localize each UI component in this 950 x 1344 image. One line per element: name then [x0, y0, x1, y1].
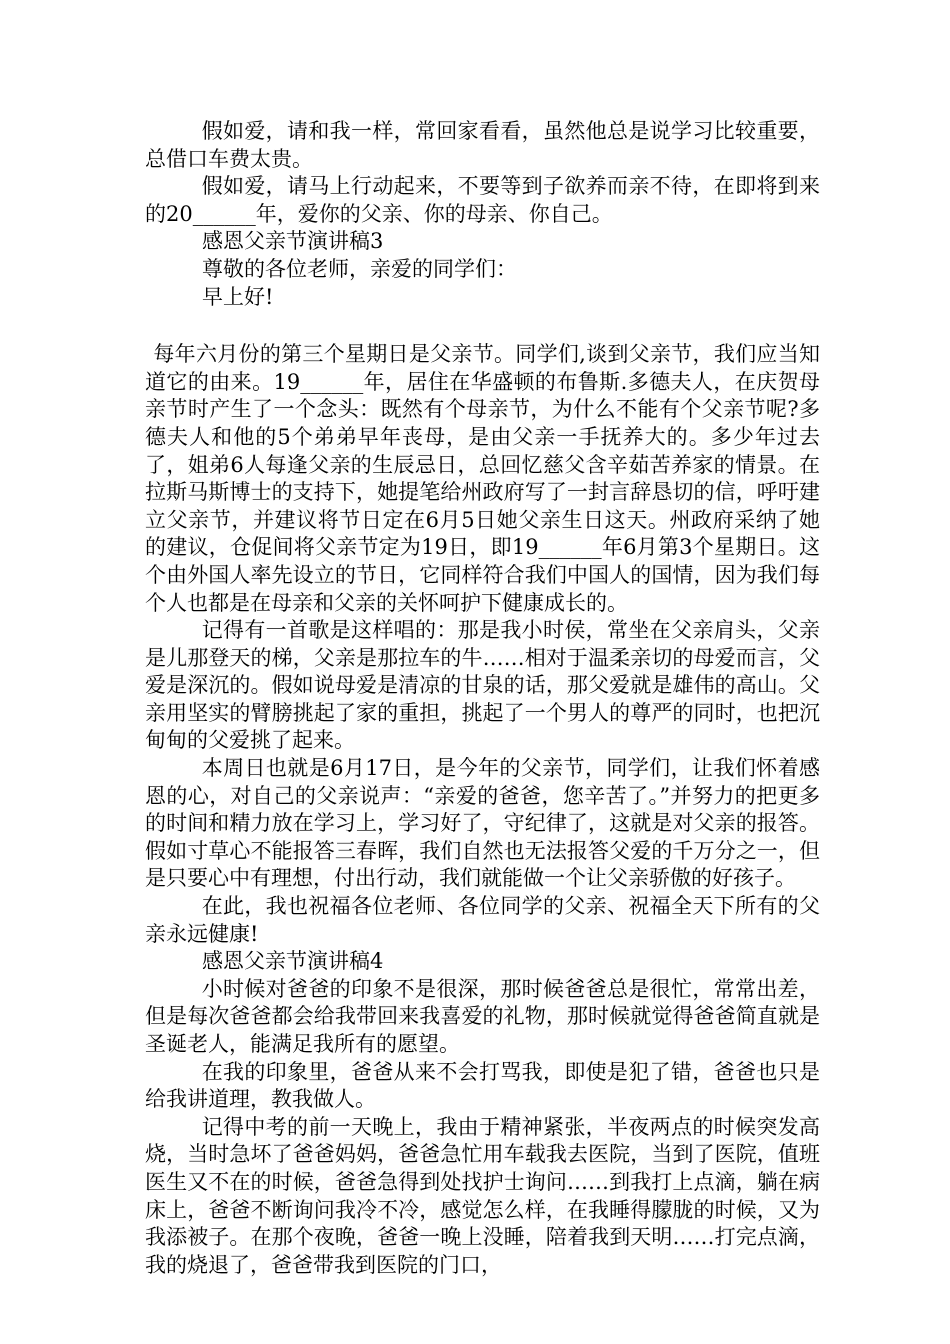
- blank-line: [145, 311, 820, 341]
- paragraph: 记得有一首歌是这样唱的：那是我小时侯，常坐在父亲肩头，父亲是儿那登天的梯，父亲是那拉车的牛……相对于温柔亲切的母爱而言，父爱是深沉的。假如说母爱是清凉的甘泉的话，那父爱就是雄伟的高山。父亲用坚实的臂膀挑起了家的重担，挑起了一个男人的尊严的同时，也把沉甸甸的父爱挑了起来。: [145, 618, 820, 753]
- paragraph: 每年六月份的第三个星期日是父亲节。同学们,谈到父亲节，我们应当知道它的由来。19______年，居住在华盛顿的布鲁斯.多德夫人，在庆贺母亲节时产生了一个念头：既然有个母亲节，为什么不能有个父亲节呢?多德夫人和他的5个弟弟早年丧母，是由父亲一手抚养大的。多少年过去了，姐弟6人每逢父亲的生辰忌日，总回忆慈父含辛茹苦养家的情景。在拉斯马斯博士的支持下，她提笔给州政府写了一封言辞恳切的信，呼吁建立父亲节，并建议将节日定在6月5日她父亲生日这天。州政府采纳了她的建议，仓促间将父亲节定为19日，即19______年6月第3个星期日。这个由外国人率先设立的节日，它同样符合我们中国人的国情，因为我们每个人也都是在母亲和父亲的关怀呵护下健康成长的。: [145, 342, 820, 615]
- paragraph: 本周日也就是6月17日，是今年的父亲节，同学们，让我们怀着感恩的心，对自己的父亲说声：“亲爱的爸爸，您辛苦了。”并努力的把更多的时间和精力放在学习上，学习好了，守纪律了，这就是对父亲的报答。假如寸草心不能报答三春晖，我们自然也无法报答父爱的千万分之一，但是只要心中有理想，付出行动，我们就能做一个让父亲骄傲的好孩子。: [145, 756, 820, 891]
- speech-4-title: 感恩父亲节演讲稿4: [202, 949, 384, 974]
- paragraph: 小时候对爸爸的印象不是很深，那时候爸爸总是很忙，常常出差，但是每次爸爸都会给我带回来我喜爱的礼物，那时候就觉得爸爸简直就是圣诞老人，能满足我所有的愿望。: [145, 976, 820, 1056]
- paragraph: 记得中考的前一天晚上，我由于精神紧张，半夜两点的时候突发高烧，当时急坏了爸爸妈妈，爸爸急忙用车载我去医院，当到了医院，值班医生又不在的时候，爸爸急得到处找护士询问……到我打上点滴，躺在病床上，爸爸不断询问我冷不冷，感觉怎么样，在我睡得朦胧的时候，又为我添被子。在那个夜晚，爸爸一晚上没睡，陪着我到天明……打完点滴，我的烧退了，爸爸带我到医院的门口，: [145, 1114, 820, 1277]
- paragraph: 在此，我也祝福各位老师、各位同学的父亲、祝福全天下所有的父亲永远健康!: [145, 894, 820, 946]
- speech-3-title: 感恩父亲节演讲稿3: [202, 229, 384, 254]
- speech-3-morning: 早上好!: [202, 284, 274, 309]
- speech-3-greeting: 尊敬的各位老师，亲爱的同学们：: [202, 256, 517, 281]
- paragraph: 在我的印象里，爸爸从来不会打骂我，即使是犯了错，爸爸也只是给我讲道理，教我做人。: [145, 1059, 820, 1112]
- paragraph: 假如爱，请和我一样，常回家看看，虽然他总是说学习比较重要，总借口车费太贵。: [145, 119, 820, 171]
- paragraph: 假如爱，请马上行动起来，不要等到子欲养而亲不待，在即将到来的20______年，爱你的父亲、你的母亲、你自己。: [145, 174, 820, 226]
- document-page: [145, 118, 820, 1279]
